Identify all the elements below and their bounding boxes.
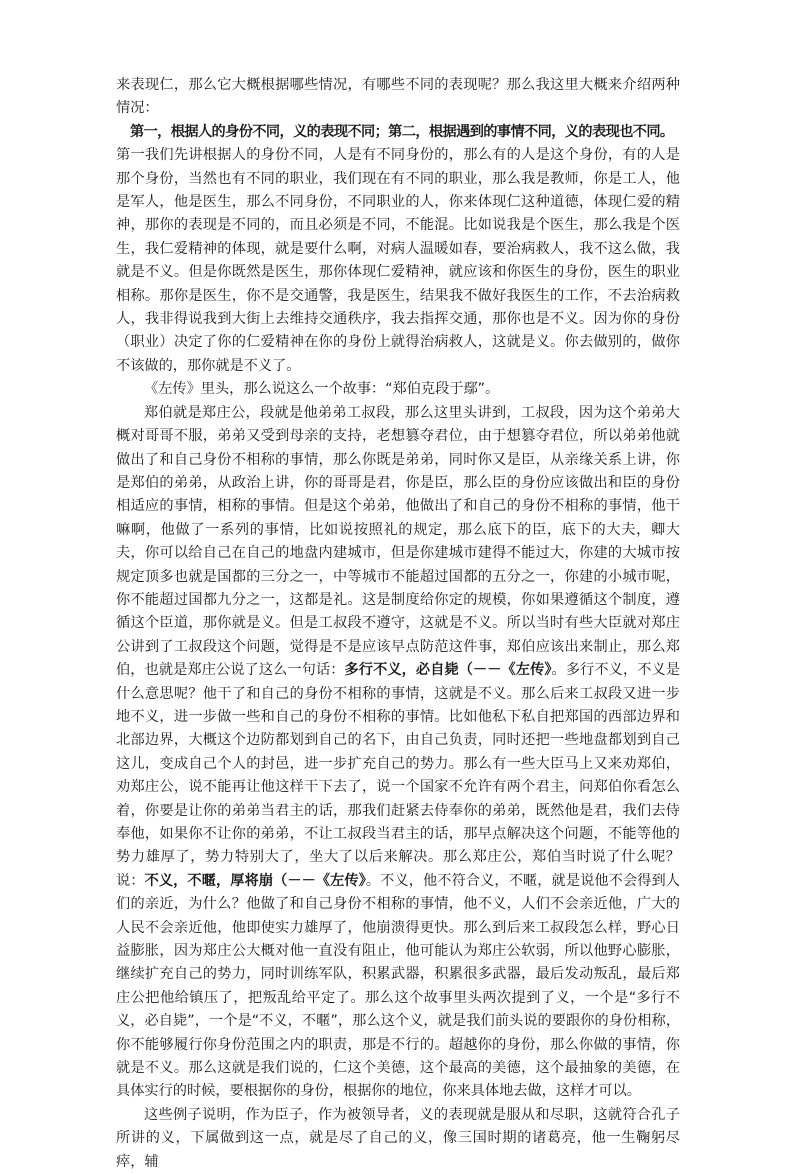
paragraph-zuozhuan-intro: 《左传》里头，那么说这么一个故事：“郑伯克段于鄢”。 <box>144 381 500 398</box>
story-text-part-3: 。不义，他不符合义，不暱，就是说他不会得到人们的亲近，为什么？他做了和自己身份不相称的事情，他不义，人们不会亲近他，广大的人民不会亲近他，他即使实力雄厚了，他崩溃得更快。那么到后来工叔段怎么样，野心日益膨胀，因为郑庄公大概对他一直没有阻止，他可能认为郑庄公软弱，所以他野心膨胀，继续扩充自己的势力，同时训练军队，积累武器，积累很多武器，最后发动叛乱，最后郑庄公把他给镇压了，把叛乱给平定了。那么这个故事里头两次提到了义，一个是“多行不义，必自毙”，一个是“不义，不暱”，那么这个义，就是我们前头说的要跟你的身份相称，你不能够履行你身份范围之内的职责，那是不行的。超越你的身份，那么你做的事情，你就是不义。那么这就是我们说的，仁这个美德，这个最高的美德，这个最抽象的美德，在具体实行的时候，要根据你的身份，根据你的地位，你来具体地去做，这样才可以。 <box>116 872 680 1100</box>
paragraph-thesis: 第一，根据人的身份不同，义的表现不同；第二，根据遇到的事情不同，义的表现也不同。 <box>130 123 674 140</box>
story-text-part-1: 郑伯就是郑庄公，段就是他弟弟工叔段，那么这里头讲到，工叔段，因为这个弟弟大概对哥哥不服，弟弟又受到母亲的支持，老想篡夺君位，由于想篡夺君位，所以弟弟他就做出了和自己身份不相称的事情，那么你既是弟弟，同时你又是臣，从亲缘关系上讲，你是郑伯的弟弟，从政治上讲，你的哥哥是君，你是臣，那么臣的身份应该做出和臣的身份相适应的事情，相称的事情。但是这个弟弟，他做出了和自己的身份不相称的事情，他干嘛啊，他做了一系列的事情，比如说按照礼的规定，那么底下的臣，底下的大夫，卿大夫，你可以给自己在自己的地盘内建城市，但是你建城市建得不能过大，你建的大城市按规定顶多也就是国都的三分之一，中等城市不能超过国都的五分之一，你建的小城市呢，你不能超过国都九分之一，这都是礼。这是制度给你定的规模，你如果遵循这个制度，遵循这个臣道，那你就是义。但是工叔段不遵守，这就是不义。所以当时有些大臣就对郑庄公讲到了工叔段这个问题，觉得是不是应该早点防范这件事，郑伯应该出来制止，那么郑伯，也就是郑庄公说了这么一句话： <box>116 404 680 679</box>
paragraph-conclusion: 这些例子说明，作为臣子，作为被领导者，义的表现就是服从和尽职，这就符合孔子所讲的义，下属做到这一点，就是尽了自己的义，像三国时期的诸葛亮，他一生鞠躬尽瘁，辅 <box>116 1106 680 1170</box>
paragraph-intro: 来表现仁，那么它大概根据哪些情况，有哪些不同的表现呢？那么我这里大概来介绍两种情况： <box>116 77 680 117</box>
story-text-part-2: 。多行不义，不义是什么意思呢？他干了和自己的身份不相称的事情，这就是不义。那么后来工叔段又进一步地不义，进一步做一些和自己的身份不相称的事情。比如他私下私自把郑国的西部边界和北部边界，大概这个边防都划到自己的名下，由自己负责，同时还把一些地盘都划到自己这儿，变成自己个人的封邑，进一步扩充自己的势力。那么有一些大臣马上又来劝郑伯，劝郑庄公，说不能再让他这样干下去了，说一个国家不允许有两个君主，问郑伯你看怎么着，你要是让你的弟弟当君主的话，那我们赶紧去侍奉你的弟弟，既然他是君，我们去侍奉他，如果你不让你的弟弟，不让工叔段当君主的话，那早点解决这个问题，不能等他的势力雄厚了，势力特别大了，坐大了以后来解决。那么郑庄公，郑伯当时说了什么呢？说： <box>116 662 680 889</box>
paragraph-zhengbo-story <box>116 402 680 1104</box>
document-page <box>116 74 680 1174</box>
quote-duoxing-buyi: 多行不义，必自毙（－－《左传》 <box>344 662 552 679</box>
quote-buyi-buni: 不义，不暱，厚将崩（－－《左传》 <box>144 872 366 889</box>
paragraph-identity: 第一我们先讲根据人的身份不同，人是有不同身份的，那么有的人是这个身份，有的人是那个身份，当然也有不同的职业，我们现在有不同的职业，那么我是教师，你是工人，他是军人，他是医生，那么不同身份，不同职业的人，你来体现仁这种道德，体现仁爱的精神，那你的表现是不同的，而且必须是不同，不能混。比如说我是个医生，那么我是个医生，我仁爱精神的体现，就是要什么啊，对病人温暖如春，要治病救人，我不这么做，我就是不义。但是你既然是医生，那你体现仁爱精神，就应该和你医生的身份，医生的职业相称。那你是医生，你不是交通警，我是医生，结果我不做好我医生的工作，不去治病救人，我非得说我到大街上去维持交通秩序，我去指挥交通，那你也是不义。因为你的身份（职业）决定了你的仁爱精神在你的身份上就得治病救人，这就是义。你去做别的，做你不该做的，那你就是不义了。 <box>116 147 680 374</box>
